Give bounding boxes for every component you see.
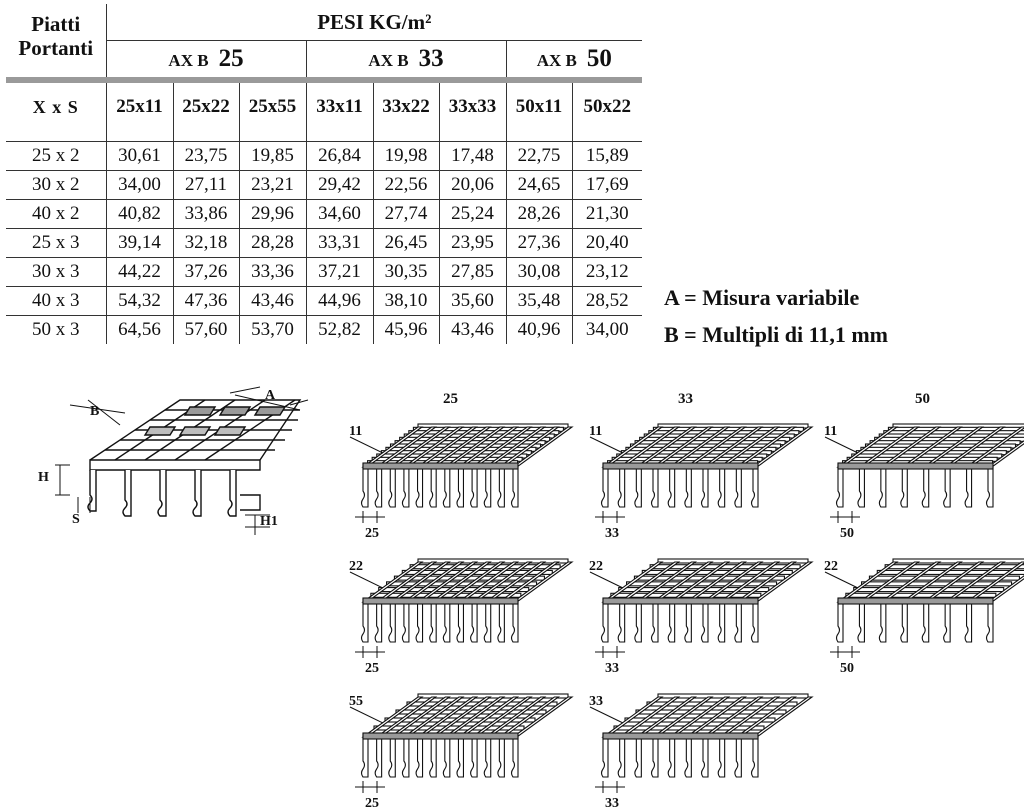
row-label: 30 x 3 [6,258,106,287]
spacer-row [6,131,642,142]
table-cell: 37,21 [306,258,373,287]
legend-a: A = Misura variabile [664,285,860,310]
table-cell: 19,85 [239,142,306,171]
bearing-pitch-label: 25 [365,526,379,541]
table-cell: 54,32 [106,287,173,316]
table-cell: 27,85 [439,258,506,287]
label-h1: H1 [260,514,278,529]
grating-drawing-4 [585,540,785,676]
group-prefix: AX B [168,51,209,70]
group-header-33 [306,41,506,81]
column-header: 50x11 [506,80,572,131]
table-cell: 27,74 [373,200,439,229]
cross-pitch-label: 33 [589,694,603,709]
column-header: 25x55 [239,80,306,131]
table-cell: 39,14 [106,229,173,258]
group-header-25 [106,41,306,81]
column-title-50: 50 [915,391,930,407]
label-h: H [38,470,49,485]
table-cell: 30,61 [106,142,173,171]
corner-line-2: Portanti [18,36,94,60]
table-cell: 52,82 [306,316,373,345]
table-row [6,229,642,258]
bearing-pitch-label: 25 [365,661,379,676]
table-cell: 45,96 [373,316,439,345]
table-cell: 17,69 [572,171,642,200]
grating-drawing-1 [585,405,785,541]
table-cell: 40,82 [106,200,173,229]
group-prefix: AX B [536,51,577,70]
table-cell: 20,40 [572,229,642,258]
table-cell: 53,70 [239,316,306,345]
row-label: 50 x 3 [6,316,106,345]
table-row [6,171,642,200]
table-cell: 24,65 [506,171,572,200]
table-cell: 25,24 [439,200,506,229]
table-cell: 30,35 [373,258,439,287]
table-cell: 37,26 [173,258,239,287]
table-cell: 35,48 [506,287,572,316]
group-value: 25 [218,45,244,72]
table-cell: 33,31 [306,229,373,258]
table-cell: 28,52 [572,287,642,316]
row-label: 30 x 2 [6,171,106,200]
table-cell: 23,21 [239,171,306,200]
table-cell: 32,18 [173,229,239,258]
group-value: 33 [418,45,444,72]
table-cell: 44,96 [306,287,373,316]
bearing-pitch-label: 50 [840,526,854,541]
row-label: 40 x 2 [6,200,106,229]
table-cell: 23,12 [572,258,642,287]
grating-drawing-7 [585,675,785,809]
column-header: 33x33 [439,80,506,131]
table-row [6,316,642,345]
cross-pitch-label: 22 [824,559,838,574]
grating-drawing-5 [820,540,1020,676]
table-cell: 38,10 [373,287,439,316]
table-cell: 34,00 [106,171,173,200]
label-a: A [265,388,276,403]
bearing-pitch-label: 25 [365,796,379,809]
table-row [6,287,642,316]
table-cell: 21,30 [572,200,642,229]
table-body [6,142,642,345]
table-cell: 33,36 [239,258,306,287]
table-cell: 44,22 [106,258,173,287]
table-cell: 29,42 [306,171,373,200]
bearing-pitch-label: 33 [605,526,619,541]
table-title: PESI KG/m² [106,4,642,41]
table-row [6,142,642,171]
cross-pitch-label: 22 [349,559,363,574]
table-cell: 15,89 [572,142,642,171]
table-cell: 28,28 [239,229,306,258]
legend-b: B = Multipli di 11,1 mm [664,322,889,347]
table-cell: 22,56 [373,171,439,200]
table-cell: 33,86 [173,200,239,229]
table-cell: 20,06 [439,171,506,200]
table-cell: 64,56 [106,316,173,345]
grating-drawing-6 [345,675,545,809]
weights-table [6,4,642,344]
group-header-50 [506,41,642,81]
corner-line-1: Piatti [31,12,81,36]
table-cell: 26,84 [306,142,373,171]
row-label: 25 x 3 [6,229,106,258]
table-row [6,258,642,287]
bearing-pitch-label: 50 [840,661,854,676]
bearing-pitch-label: 33 [605,796,619,809]
grating-drawing-2 [820,405,1020,541]
table-cell: 30,08 [506,258,572,287]
table-cell: 23,75 [173,142,239,171]
bearing-pitch-label: 33 [605,661,619,676]
column-title-25: 25 [443,391,458,407]
row-header-label: X x S [32,96,79,117]
column-header: 33x22 [373,80,439,131]
table-cell: 40,96 [506,316,572,345]
table-cell: 57,60 [173,316,239,345]
grating-drawing-3 [345,540,545,676]
table-cell: 27,36 [506,229,572,258]
table-cell: 23,95 [439,229,506,258]
table-cell: 43,46 [439,316,506,345]
column-header: 33x11 [306,80,373,131]
cross-pitch-label: 22 [589,559,603,574]
column-header: 25x22 [173,80,239,131]
row-label: 40 x 3 [6,287,106,316]
cross-pitch-label: 11 [824,424,838,439]
row-label: 25 x 2 [6,142,106,171]
label-b: B [90,404,100,419]
table-cell: 28,26 [506,200,572,229]
table-cell: 27,11 [173,171,239,200]
table-cell: 43,46 [239,287,306,316]
table-row [6,200,642,229]
cross-pitch-label: 55 [349,694,363,709]
table-cell: 47,36 [173,287,239,316]
label-s: S [72,512,80,527]
column-header: 25x11 [106,80,173,131]
table-cell: 34,00 [572,316,642,345]
column-header: 50x22 [572,80,642,131]
table-cell: 34,60 [306,200,373,229]
table-cell: 35,60 [439,287,506,316]
table-cell: 26,45 [373,229,439,258]
column-title-33: 33 [678,391,693,407]
corner-header [6,4,106,80]
cross-pitch-label: 11 [349,424,363,439]
table-cell: 29,96 [239,200,306,229]
grating-dimension-diagram [30,385,330,555]
group-prefix: AX B [368,51,409,70]
table-cell: 22,75 [506,142,572,171]
table-cell: 19,98 [373,142,439,171]
cross-pitch-label: 11 [589,424,603,439]
table-cell: 17,48 [439,142,506,171]
group-value: 50 [586,45,612,72]
grating-drawing-0 [345,405,545,541]
